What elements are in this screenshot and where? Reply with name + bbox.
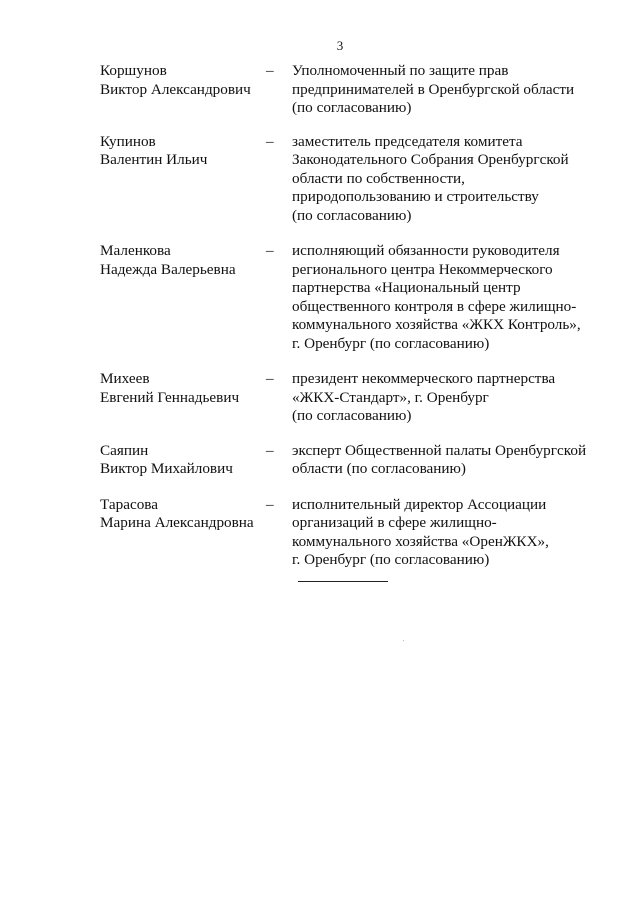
role-line: предпринимателей в Оренбургской области bbox=[292, 80, 575, 98]
member-name bbox=[100, 496, 266, 533]
member-name bbox=[100, 370, 266, 407]
closing-rule bbox=[298, 581, 388, 582]
member-given-names: Надежда Валерьевна bbox=[100, 260, 236, 278]
member-given-names: Виктор Михайлович bbox=[100, 460, 233, 477]
member-role bbox=[292, 442, 600, 479]
role-line: заместитель председателя комитета bbox=[292, 132, 523, 150]
role-line: коммунального хозяйства «ОренЖКХ», bbox=[292, 532, 549, 550]
member-role bbox=[292, 242, 600, 353]
member-entry bbox=[100, 370, 600, 426]
role-line: Уполномоченный по защите прав bbox=[292, 62, 509, 79]
member-dash: – bbox=[266, 132, 274, 150]
role-line: (по согласованию) bbox=[292, 407, 412, 424]
member-surname: Маленкова bbox=[100, 242, 171, 259]
member-role bbox=[292, 133, 600, 226]
member-entry bbox=[100, 496, 600, 570]
role-line: (по согласованию) bbox=[292, 206, 412, 224]
member-entry bbox=[100, 133, 600, 226]
role-line: г. Оренбург (по согласованию) bbox=[292, 334, 490, 352]
member-dash: – bbox=[266, 242, 274, 259]
member-given-names: Виктор Александрович bbox=[100, 80, 251, 98]
member-name bbox=[100, 442, 266, 479]
role-line: общественного контроля в сфере жилищно- bbox=[292, 297, 577, 315]
member-role bbox=[292, 496, 600, 570]
role-line: партнерства «Национальный центр bbox=[292, 279, 521, 296]
member-name bbox=[100, 242, 266, 279]
role-line: регионального центра Некоммерческого bbox=[292, 260, 553, 278]
scan-speck bbox=[403, 640, 404, 641]
member-role bbox=[292, 370, 600, 426]
member-dash: – bbox=[266, 62, 274, 79]
role-line: «ЖКХ-Стандарт», г. Оренбург bbox=[292, 388, 489, 406]
member-role bbox=[292, 62, 600, 118]
member-name bbox=[100, 133, 266, 170]
role-line: исполняющий обязанности руководителя bbox=[292, 242, 560, 259]
member-surname: Саяпин bbox=[100, 441, 149, 459]
member-surname: Михеев bbox=[100, 370, 150, 387]
member-name bbox=[100, 62, 266, 99]
member-dash: – bbox=[266, 370, 274, 387]
role-line: эксперт Общественной палаты Оренбургской bbox=[292, 441, 587, 459]
role-line: г. Оренбург (по согласованию) bbox=[292, 551, 490, 568]
role-line: исполнительный директор Ассоциации bbox=[292, 495, 547, 513]
role-line: организаций в сфере жилищно- bbox=[292, 514, 497, 531]
member-entry bbox=[100, 442, 600, 479]
member-surname: Тарасова bbox=[100, 495, 159, 513]
role-line: области по собственности, bbox=[292, 169, 465, 187]
role-line: (по согласованию) bbox=[292, 99, 412, 116]
role-line: коммунального хозяйства «ЖКХ Контроль», bbox=[292, 316, 581, 333]
member-given-names: Марина Александровна bbox=[100, 514, 254, 531]
member-dash: – bbox=[266, 495, 274, 513]
member-given-names: Евгений Геннадьевич bbox=[100, 388, 240, 406]
member-surname: Коршунов bbox=[100, 62, 167, 79]
role-line: президент некоммерческого партнерства bbox=[292, 370, 556, 387]
member-entry bbox=[100, 62, 600, 118]
member-surname: Купинов bbox=[100, 132, 156, 150]
member-given-names: Валентин Ильич bbox=[100, 151, 208, 168]
member-dash: – bbox=[266, 441, 274, 459]
member-entry bbox=[100, 242, 600, 353]
role-line: Законодательного Собрания Оренбургской bbox=[292, 151, 569, 168]
role-line: области (по согласованию) bbox=[292, 460, 466, 477]
role-line: природопользованию и строительству bbox=[292, 188, 539, 205]
page-number: 3 bbox=[336, 38, 344, 53]
member-list bbox=[100, 62, 600, 570]
